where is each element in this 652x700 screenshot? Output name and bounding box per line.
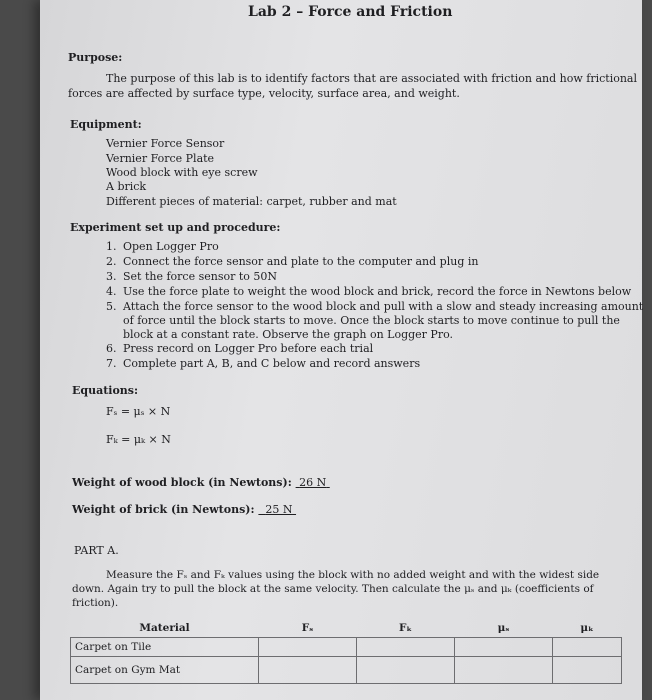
equipment-heading: Equipment:	[70, 118, 142, 131]
part-a-heading: PART A.	[74, 544, 119, 557]
procedure-step-continuation: of force until the block starts to move. Once the block starts to move continue to pull the	[123, 314, 620, 327]
equipment-item: Different pieces of material: carpet, rubber and mat	[106, 195, 397, 208]
brick-weight: Weight of brick (in Newtons): 25 N	[72, 503, 293, 516]
static-friction-equation: Fₛ = μₛ × N	[106, 405, 171, 418]
equipment-item: A brick	[106, 180, 147, 193]
row-material: Carpet on Gym Mat	[71, 657, 259, 684]
table-cell[interactable]	[455, 657, 553, 684]
purpose-text-line-1: The purpose of this lab is to identify factors that are associated with friction and how frictional	[106, 72, 637, 85]
table-cell[interactable]	[553, 657, 622, 684]
part-a-data-table	[70, 619, 622, 684]
table-cell[interactable]	[455, 638, 553, 657]
column-header-material: Material	[71, 619, 259, 638]
table-cell[interactable]	[357, 638, 455, 657]
procedure-heading: Experiment set up and procedure:	[70, 221, 281, 234]
part-a-instructions-line-3: friction).	[72, 597, 119, 609]
equations-heading: Equations:	[72, 384, 139, 397]
page-title: Lab 2 – Force and Friction	[248, 4, 453, 20]
table-cell[interactable]	[259, 638, 357, 657]
table-cell[interactable]	[553, 638, 622, 657]
procedure-step: 4. Use the force plate to weight the wood block and brick, record the force in Newtons below	[106, 285, 632, 298]
purpose-text-line-2: forces are affected by surface type, velocity, surface area, and weight.	[68, 87, 460, 100]
wood-block-weight: Weight of wood block (in Newtons): 26 N	[72, 476, 327, 489]
part-a-instructions-line-1: Measure the Fₛ and Fₖ values using the block with no added weight and with the widest side	[106, 569, 600, 581]
column-header-fs: Fₛ	[259, 619, 357, 638]
equipment-item: Vernier Force Plate	[106, 152, 215, 165]
table-cell[interactable]	[259, 657, 357, 684]
table-header-row	[71, 619, 622, 638]
procedure-step: 2. Connect the force sensor and plate to the computer and plug in	[106, 255, 479, 268]
procedure-step: 5. Attach the force sensor to the wood block and pull with a slow and steady increasing amount	[106, 300, 644, 313]
equipment-item: Wood block with eye screw	[106, 166, 258, 179]
column-header-mu-k: μₖ	[553, 619, 622, 638]
column-header-mu-s: μₛ	[455, 619, 553, 638]
table-row	[71, 638, 622, 657]
procedure-step: 1. Open Logger Pro	[106, 240, 219, 253]
purpose-heading: Purpose:	[68, 51, 123, 64]
equipment-item: Vernier Force Sensor	[106, 137, 225, 150]
table-cell[interactable]	[357, 657, 455, 684]
table-row	[71, 657, 622, 684]
row-material: Carpet on Tile	[71, 638, 259, 657]
column-header-fk: Fₖ	[357, 619, 455, 638]
procedure-step: 6. Press record on Logger Pro before each trial	[106, 342, 374, 355]
kinetic-friction-equation: Fₖ = μₖ × N	[106, 433, 171, 446]
procedure-step-continuation: block at a constant rate. Observe the graph on Logger Pro.	[123, 328, 454, 341]
procedure-step: 3. Set the force sensor to 50N	[106, 270, 278, 283]
part-a-instructions-line-2: down. Again try to pull the block at the same velocity. Then calculate the μₛ and μₖ (coefficients of	[72, 583, 594, 595]
lab-document-page	[40, 0, 642, 700]
procedure-step: 7. Complete part A, B, and C below and record answers	[106, 357, 421, 370]
